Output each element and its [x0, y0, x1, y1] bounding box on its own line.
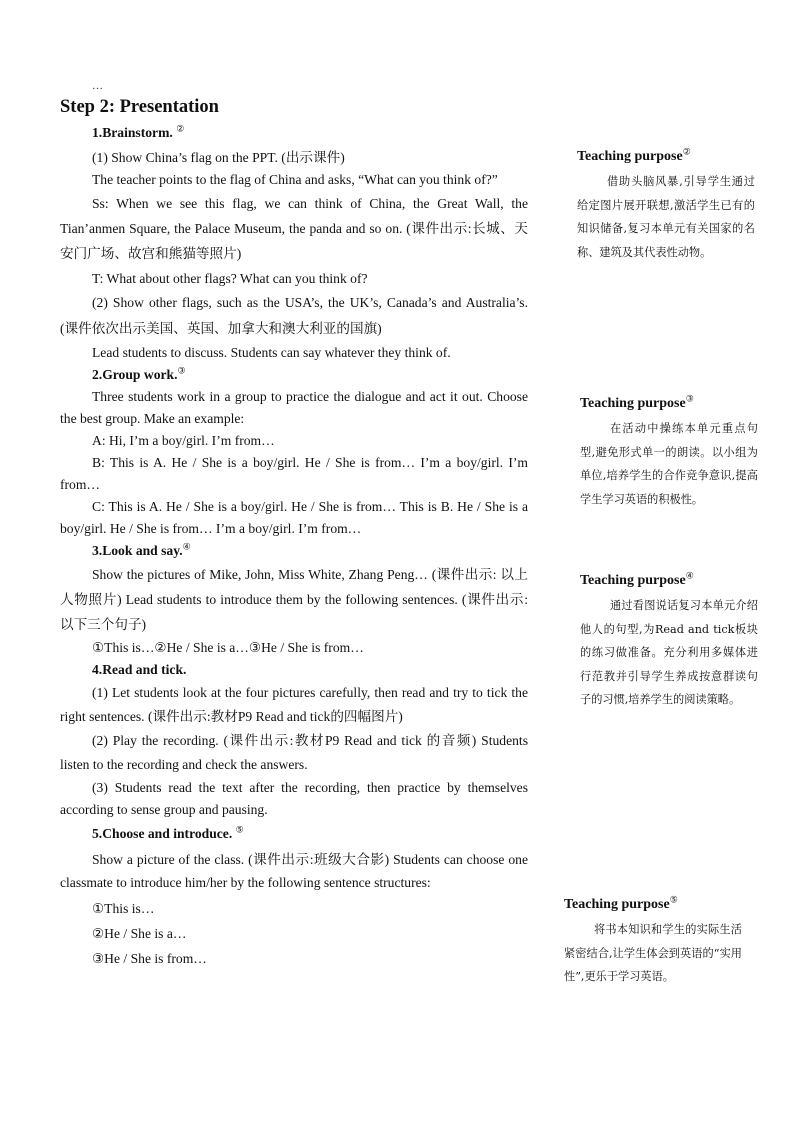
- paragraph: Show the pictures of Mike, John, Miss White, Zhang Peng… (课件出示: 以上人物照片) Lead students to introduce them by the following sentences. (课件出示:以下三个句子): [60, 567, 528, 632]
- teaching-purpose-text: 在活动中操练本单元重点句型,避免形式单一的朗读。以小组为单位,培养学生的合作竞争意识,提高学生学习英语的积极性。: [580, 422, 758, 506]
- section-title: 1.Brainstorm.: [92, 125, 173, 140]
- section-choose-introduce-heading: [60, 823, 528, 845]
- teaching-purpose-note: [564, 895, 742, 989]
- section-title: 3.Look and say.: [92, 543, 183, 558]
- section-read-tick-heading: [60, 659, 528, 681]
- paragraph: (3) Students read the text after the recording, then practice by themselves according to sense group and pausing.: [60, 780, 528, 817]
- footnote-mark: ⑤: [235, 824, 244, 835]
- paragraph: Show a picture of the class. (课件出示:班级大合影) Students can choose one classmate to introduce him/her by the following sentence structures:: [60, 852, 528, 890]
- main-column: [60, 122, 528, 971]
- top-ellipsis: …: [92, 80, 103, 92]
- paragraph: (2) Show other flags, such as the USA’s, the UK’s, Canada’s and Australia’s. (课件依次出示美国、英国、加拿大和澳大利亚的国旗): [60, 295, 528, 336]
- structure-item-3: ③He / She is from…: [92, 951, 207, 966]
- teaching-purpose-text: 通过看图说话复习本单元介绍他人的句型,为Read and tick板块的练习做准备。充分利用多媒体进行范教并引导学生养成按意群读句子的习惯,培养学生的阅读策略。: [580, 599, 758, 706]
- structure-item-2: ②He / She is a…: [92, 926, 187, 941]
- section-brainstorm-heading: [60, 122, 528, 144]
- teaching-purpose-note: [580, 394, 758, 511]
- paragraph: (2) Play the recording. (课件出示:教材P9 Read and tick 的音频) Students listen to the recording and check the answers.: [60, 733, 528, 772]
- section-look-say-heading: [60, 540, 528, 562]
- section-title: 4.Read and tick.: [92, 662, 187, 677]
- paragraph: T: What about other flags? What can you think of?: [92, 271, 368, 286]
- footnote-mark: ⑤: [669, 894, 678, 905]
- footnote-mark: ④: [685, 570, 694, 581]
- paragraph: The teacher points to the flag of China and asks, “What can you think of?”: [92, 172, 498, 187]
- teaching-purpose-text: 将书本知识和学生的实际生活紧密结合,让学生体会到英语的“实用性”,更乐于学习英语。: [564, 923, 742, 983]
- paragraph: Three students work in a group to practice the dialogue and act it out. Choose the best group. Make an example:: [60, 389, 528, 426]
- teaching-purpose-note: [577, 147, 755, 264]
- sentence-list: ①This is…②He / She is a…③He / She is from…: [92, 640, 364, 655]
- section-title: 2.Group work.: [92, 367, 178, 382]
- paragraph: (1) Show China’s flag on the PPT. (出示课件): [92, 150, 345, 165]
- footnote-mark: ③: [177, 365, 186, 376]
- paragraph: (1) Let students look at the four pictures carefully, then read and try to tick the right sentences. (课件出示:教材P9 Read and tick的四幅图片): [60, 685, 528, 724]
- teaching-purpose-title: Teaching purpose④: [580, 570, 694, 588]
- section-group-work-heading: [60, 364, 528, 386]
- structure-item-1: ①This is…: [92, 901, 155, 916]
- footnote-mark: ④: [182, 541, 191, 552]
- teaching-purpose-note: [580, 571, 758, 712]
- step-heading: Step 2: Presentation: [60, 97, 219, 117]
- footnote-mark: ②: [176, 123, 185, 134]
- teaching-purpose-title: Teaching purpose⑤: [564, 894, 678, 912]
- section-title: 5.Choose and introduce.: [92, 826, 233, 841]
- footnote-mark: ②: [682, 146, 691, 157]
- teaching-purpose-title: Teaching purpose②: [577, 146, 691, 164]
- dialogue-line-c: C: This is A. He / She is a boy/girl. He / She is from… This is B. He / She is a boy/girl. He / She is from… I’m a boy/girl. I’m from…: [60, 499, 528, 536]
- dialogue-line-b: B: This is A. He / She is a boy/girl. He / She is from… I’m a boy/girl. I’m from…: [60, 455, 528, 492]
- footnote-mark: ③: [685, 393, 694, 404]
- dialogue-line-a: A: Hi, I’m a boy/girl. I’m from…: [92, 433, 275, 448]
- teaching-purpose-text: 借助头脑风暴,引导学生通过给定图片展开联想,激活学生已有的知识储备,复习本单元有关国家的名称、建筑及其代表性动物。: [577, 175, 755, 259]
- teaching-purpose-title: Teaching purpose③: [580, 393, 694, 411]
- paragraph: Ss: When we see this flag, we can think of China, the Great Wall, the Tian’anmen Square, the Palace Museum, the panda and so on. (课件出示:长城、天安门广场、故宫和熊猫等照片): [60, 196, 528, 261]
- paragraph: Lead students to discuss. Students can say whatever they think of.: [92, 345, 451, 360]
